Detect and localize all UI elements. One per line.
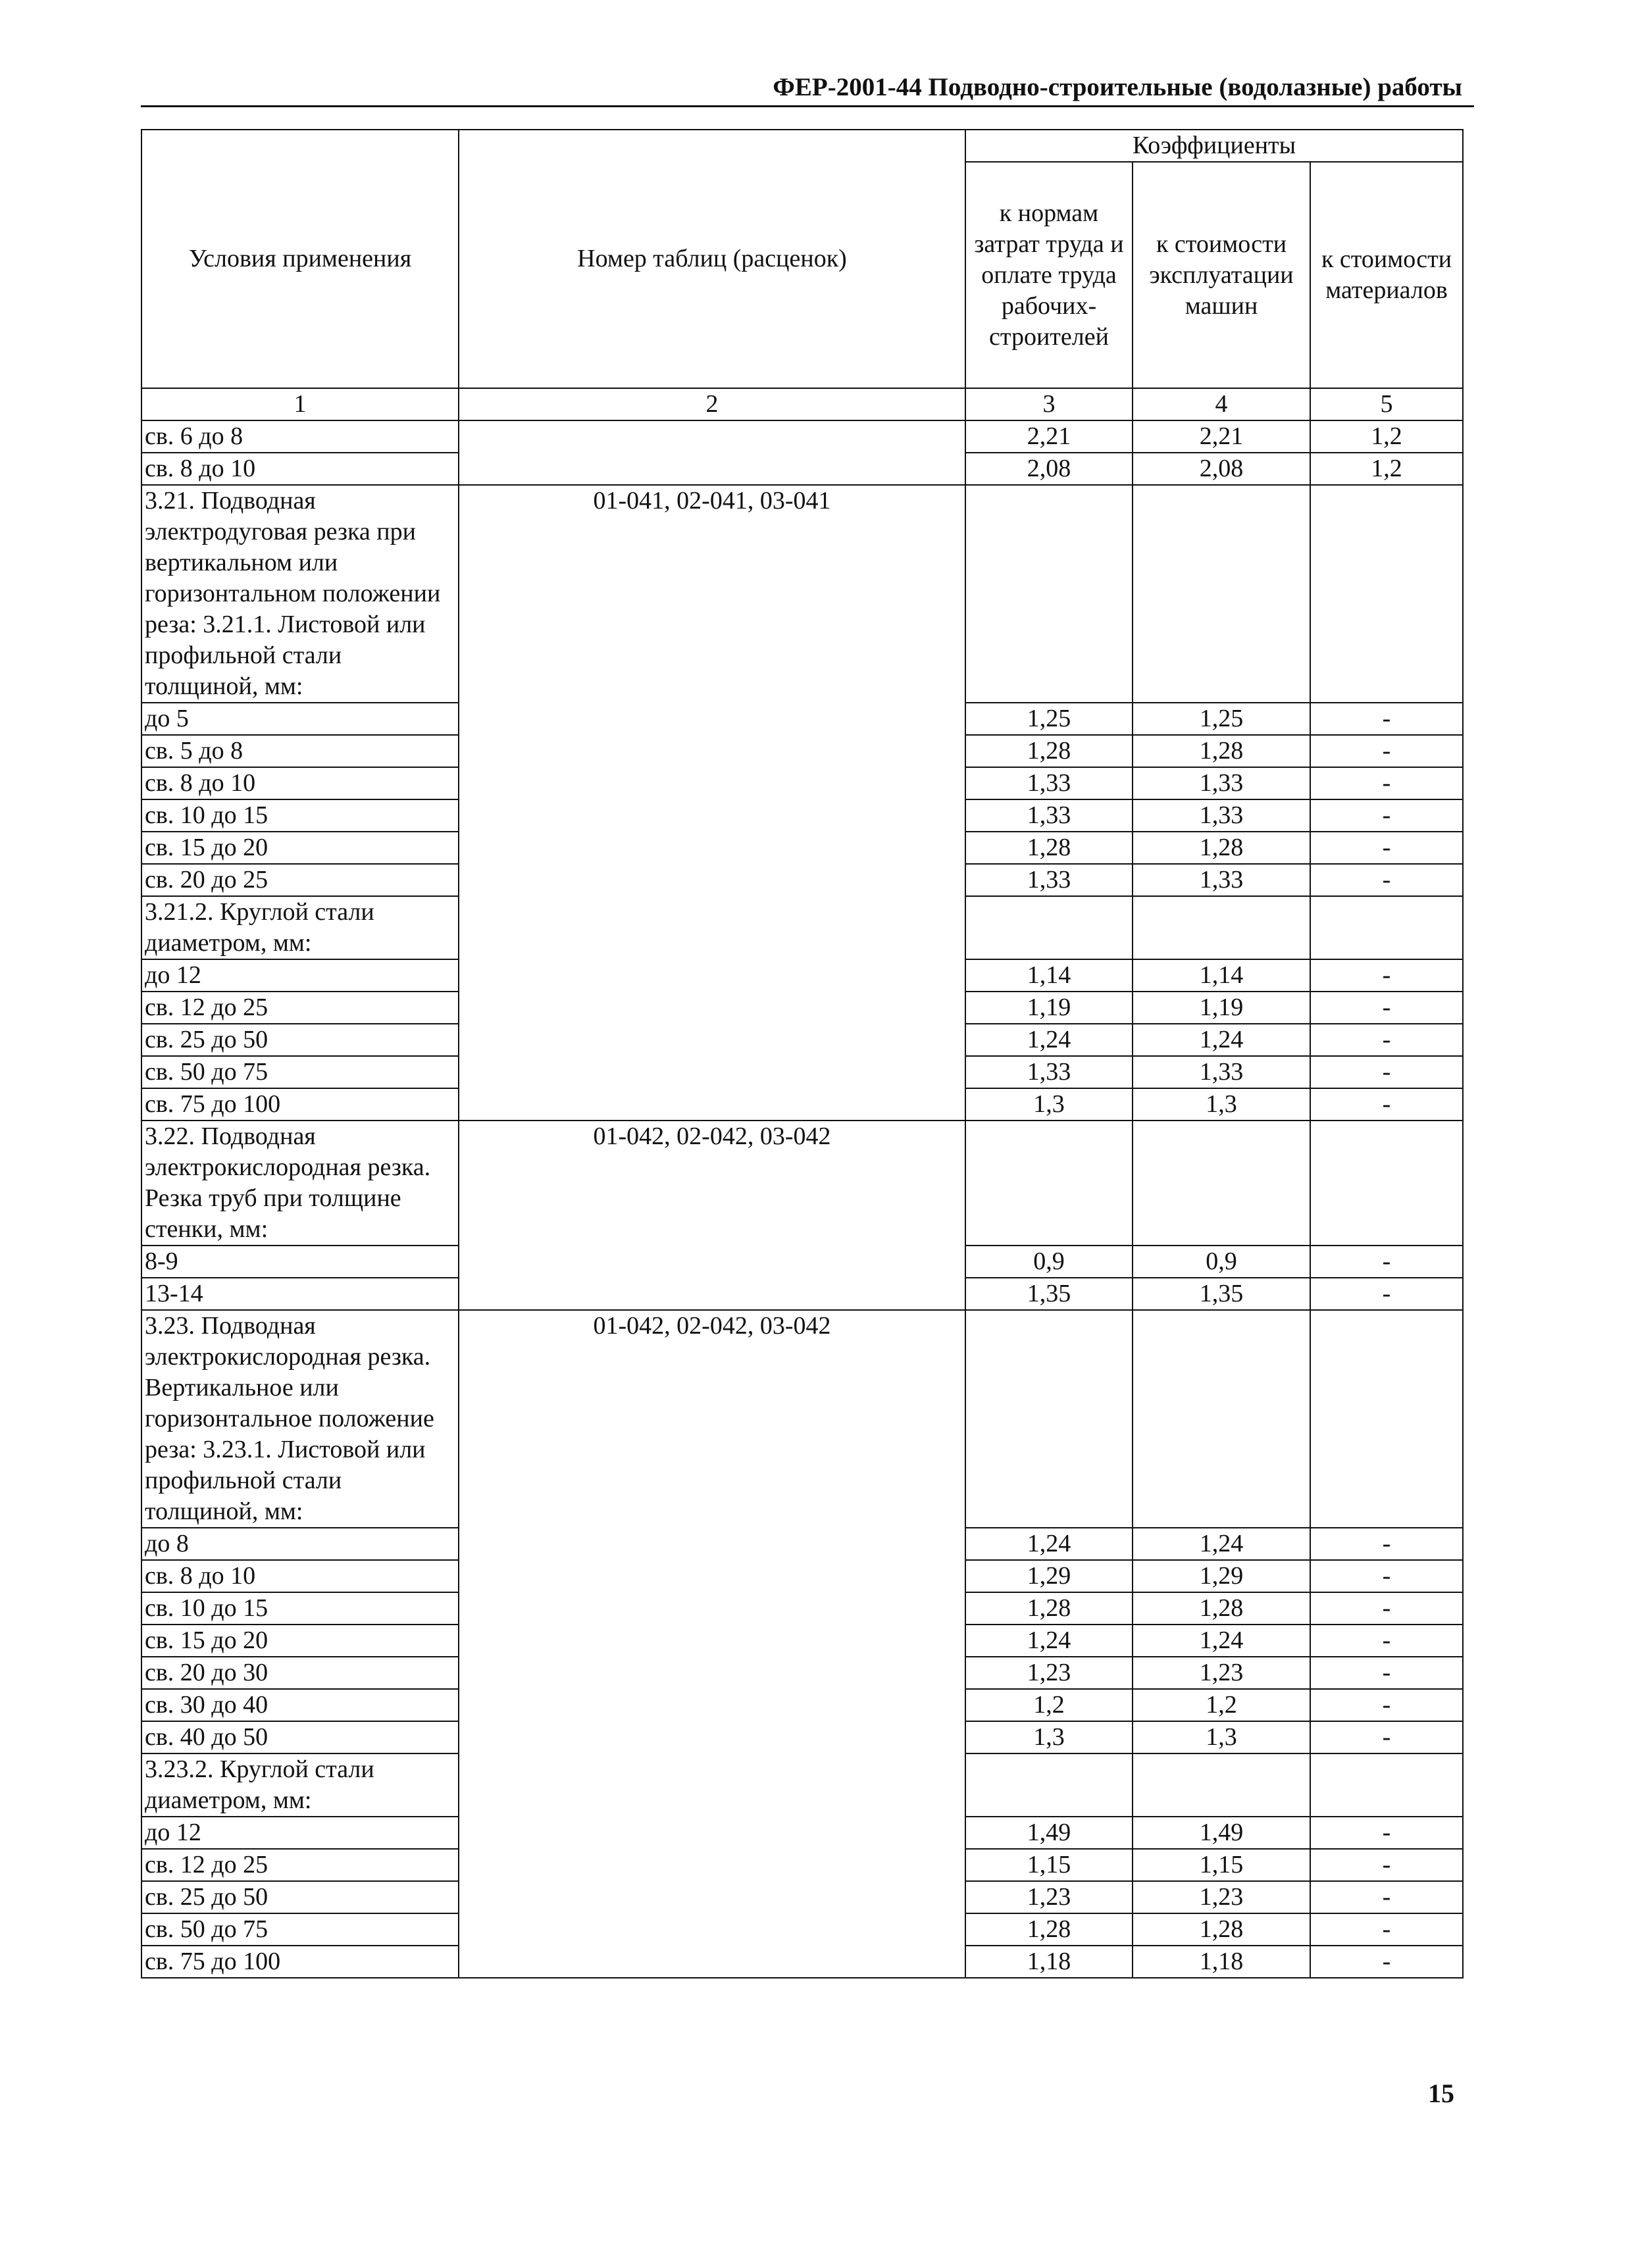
- table-row: [141, 1721, 1463, 1753]
- labor-coefficient-cell: 1,24: [965, 1024, 1133, 1056]
- condition-cell: св. 75 до 100: [141, 1088, 459, 1121]
- condition-cell: св. 40 до 50: [141, 1721, 459, 1753]
- table-reference-cell: [459, 1278, 965, 1310]
- materials-coefficient-cell: -: [1310, 1721, 1463, 1753]
- machines-coefficient-cell: 1,15: [1133, 1849, 1310, 1881]
- labor-coefficient-cell: 1,14: [965, 959, 1133, 992]
- table-row: [141, 1528, 1463, 1560]
- table-row: [141, 1946, 1463, 1978]
- condition-cell: св. 8 до 10: [141, 453, 459, 485]
- materials-coefficient-cell: 1,2: [1310, 453, 1463, 485]
- machines-coefficient-cell: 1,24: [1133, 1024, 1310, 1056]
- materials-coefficient-cell: -: [1310, 1817, 1463, 1849]
- machines-coefficient-cell: 1,18: [1133, 1946, 1310, 1978]
- page-header: [141, 71, 1474, 107]
- machines-coefficient-cell: 1,25: [1133, 703, 1310, 735]
- table-row: [141, 1088, 1463, 1121]
- table-reference-cell: 01-042, 02-042, 03-042: [459, 1310, 965, 1528]
- labor-coefficient-cell: 1,18: [965, 1946, 1133, 1978]
- machines-coefficient-cell: 1,29: [1133, 1560, 1310, 1592]
- labor-coefficient-cell: 1,28: [965, 1913, 1133, 1946]
- condition-cell: 3.21. Подводная электродуговая резка при вертикальном или горизонтальном положении реза: 3.21.1. Листовой или профильной стали толщиной, мм:: [141, 485, 459, 703]
- machines-coefficient-cell: 1,28: [1133, 735, 1310, 767]
- column-numbers-row: [141, 388, 1463, 420]
- table-reference-cell: [459, 864, 965, 896]
- table-reference-cell: [459, 1657, 965, 1689]
- condition-cell: св. 12 до 25: [141, 992, 459, 1024]
- labor-coefficient-cell: 1,3: [965, 1721, 1133, 1753]
- condition-cell: до 12: [141, 1817, 459, 1849]
- table-reference-cell: [459, 1881, 965, 1913]
- machines-coefficient-cell: 1,23: [1133, 1881, 1310, 1913]
- condition-cell: 13-14: [141, 1278, 459, 1310]
- table-row: [141, 1817, 1463, 1849]
- condition-cell: св. 12 до 25: [141, 1849, 459, 1881]
- machines-coefficient-cell: 0,9: [1133, 1246, 1310, 1278]
- condition-cell: 8-9: [141, 1246, 459, 1278]
- labor-coefficient-cell: 1,23: [965, 1657, 1133, 1689]
- condition-cell: св. 25 до 50: [141, 1881, 459, 1913]
- column-number: 3: [965, 388, 1133, 420]
- materials-coefficient-cell: -: [1310, 767, 1463, 799]
- machines-coefficient-cell: 1,23: [1133, 1657, 1310, 1689]
- table-reference-cell: [459, 959, 965, 992]
- table-reference-cell: [459, 1721, 965, 1753]
- table-row: [141, 1849, 1463, 1881]
- table-row: [141, 1689, 1463, 1721]
- machines-coefficient-cell: 1,24: [1133, 1625, 1310, 1657]
- condition-cell: до 5: [141, 703, 459, 735]
- materials-coefficient-cell: -: [1310, 1625, 1463, 1657]
- labor-coefficient-cell: [965, 896, 1133, 959]
- machines-coefficient-cell: 1,28: [1133, 832, 1310, 864]
- materials-coefficient-cell: -: [1310, 1088, 1463, 1121]
- labor-coefficient-cell: [965, 1121, 1133, 1246]
- condition-cell: 3.23. Подводная электрокислородная резка. Вертикальное или горизонтальное положение реза: 3.23.1. Листовой или профильной стали толщиной, мм:: [141, 1310, 459, 1528]
- materials-coefficient-cell: -: [1310, 1024, 1463, 1056]
- table-reference-cell: [459, 703, 965, 735]
- materials-coefficient-cell: -: [1310, 799, 1463, 832]
- labor-coefficient-cell: 1,19: [965, 992, 1133, 1024]
- machines-coefficient-cell: [1133, 896, 1310, 959]
- machines-coefficient-cell: 1,33: [1133, 864, 1310, 896]
- materials-coefficient-cell: -: [1310, 1246, 1463, 1278]
- labor-coefficient-cell: [965, 485, 1133, 703]
- table-reference-cell: [459, 799, 965, 832]
- header-coefficients-group: Коэффициенты: [965, 130, 1463, 162]
- materials-coefficient-cell: -: [1310, 1560, 1463, 1592]
- labor-coefficient-cell: 2,08: [965, 453, 1133, 485]
- labor-coefficient-cell: 1,28: [965, 832, 1133, 864]
- condition-cell: св. 15 до 20: [141, 832, 459, 864]
- table-reference-cell: [459, 896, 965, 959]
- materials-coefficient-cell: -: [1310, 703, 1463, 735]
- table-reference-cell: [459, 1246, 965, 1278]
- labor-coefficient-cell: 1,33: [965, 1056, 1133, 1088]
- machines-coefficient-cell: 1,33: [1133, 1056, 1310, 1088]
- header-conditions: Условия применения: [141, 130, 459, 388]
- document-title: ФЕР-2001-44 Подводно-строительные (водолазные) работы: [773, 73, 1462, 101]
- table-row: [141, 767, 1463, 799]
- table-row: [141, 1913, 1463, 1946]
- labor-coefficient-cell: 0,9: [965, 1246, 1133, 1278]
- condition-cell: 3.22. Подводная электрокислородная резка. Резка труб при толщине стенки, мм:: [141, 1121, 459, 1246]
- condition-cell: св. 15 до 20: [141, 1625, 459, 1657]
- labor-coefficient-cell: 1,25: [965, 703, 1133, 735]
- machines-coefficient-cell: 1,49: [1133, 1817, 1310, 1849]
- table-reference-cell: [459, 1560, 965, 1592]
- materials-coefficient-cell: -: [1310, 992, 1463, 1024]
- table-reference-cell: [459, 1056, 965, 1088]
- condition-cell: 3.23.2. Круглой стали диаметром, мм:: [141, 1753, 459, 1817]
- table-reference-cell: [459, 832, 965, 864]
- table-reference-cell: [459, 992, 965, 1024]
- table-row: [141, 1625, 1463, 1657]
- condition-cell: до 12: [141, 959, 459, 992]
- table-row: [141, 864, 1463, 896]
- machines-coefficient-cell: 1,3: [1133, 1721, 1310, 1753]
- header-materials-coefficient: к стоимости материалов: [1310, 162, 1463, 388]
- labor-coefficient-cell: 1,24: [965, 1528, 1133, 1560]
- table-row: [141, 832, 1463, 864]
- materials-coefficient-cell: -: [1310, 832, 1463, 864]
- column-number: 1: [141, 388, 459, 420]
- labor-coefficient-cell: 1,49: [965, 1817, 1133, 1849]
- condition-cell: св. 30 до 40: [141, 1689, 459, 1721]
- table-row: [141, 1310, 1463, 1528]
- materials-coefficient-cell: [1310, 896, 1463, 959]
- page-number: 15: [1428, 2079, 1454, 2108]
- header-machines-coefficient: к стоимости эксплуатации машин: [1133, 162, 1310, 388]
- machines-coefficient-cell: 1,33: [1133, 767, 1310, 799]
- condition-cell: св. 8 до 10: [141, 1560, 459, 1592]
- materials-coefficient-cell: -: [1310, 735, 1463, 767]
- table-row: [141, 1592, 1463, 1625]
- table-row: [141, 1560, 1463, 1592]
- machines-coefficient-cell: [1133, 1753, 1310, 1817]
- column-number: 2: [459, 388, 965, 420]
- condition-cell: 3.21.2. Круглой стали диаметром, мм:: [141, 896, 459, 959]
- table-reference-cell: 01-041, 02-041, 03-041: [459, 485, 965, 703]
- labor-coefficient-cell: [965, 1310, 1133, 1528]
- table-reference-cell: [459, 767, 965, 799]
- condition-cell: св. 25 до 50: [141, 1024, 459, 1056]
- condition-cell: св. 6 до 8: [141, 420, 459, 453]
- labor-coefficient-cell: 1,28: [965, 1592, 1133, 1625]
- table-reference-cell: [459, 1088, 965, 1121]
- table-reference-cell: [459, 1592, 965, 1625]
- machines-coefficient-cell: 1,33: [1133, 799, 1310, 832]
- table-reference-cell: [459, 735, 965, 767]
- labor-coefficient-cell: 1,33: [965, 864, 1133, 896]
- machines-coefficient-cell: 1,2: [1133, 1689, 1310, 1721]
- column-number: 5: [1310, 388, 1463, 420]
- condition-cell: св. 10 до 15: [141, 799, 459, 832]
- machines-coefficient-cell: [1133, 485, 1310, 703]
- table-row: [141, 1024, 1463, 1056]
- labor-coefficient-cell: 1,23: [965, 1881, 1133, 1913]
- machines-coefficient-cell: 1,28: [1133, 1592, 1310, 1625]
- materials-coefficient-cell: 1,2: [1310, 420, 1463, 453]
- table-reference-cell: [459, 1024, 965, 1056]
- labor-coefficient-cell: 1,29: [965, 1560, 1133, 1592]
- table-reference-cell: [459, 1753, 965, 1817]
- materials-coefficient-cell: -: [1310, 959, 1463, 992]
- labor-coefficient-cell: [965, 1753, 1133, 1817]
- materials-coefficient-cell: -: [1310, 1278, 1463, 1310]
- table-reference-cell: [459, 1625, 965, 1657]
- table-row: [141, 799, 1463, 832]
- header-labor-coefficient: к нормам затрат труда и оплате труда рабочих-строителей: [965, 162, 1133, 388]
- table-row: [141, 703, 1463, 735]
- table-row: [141, 959, 1463, 992]
- table-reference-cell: [459, 1817, 965, 1849]
- condition-cell: св. 20 до 30: [141, 1657, 459, 1689]
- table-reference-cell: 01-042, 02-042, 03-042: [459, 1121, 965, 1246]
- table-row: [141, 453, 1463, 485]
- coefficients-table: [141, 129, 1464, 1978]
- labor-coefficient-cell: 1,35: [965, 1278, 1133, 1310]
- condition-cell: до 8: [141, 1528, 459, 1560]
- condition-cell: св. 50 до 75: [141, 1056, 459, 1088]
- table-reference-cell: [459, 453, 965, 485]
- table-row: [141, 735, 1463, 767]
- materials-coefficient-cell: -: [1310, 1689, 1463, 1721]
- materials-coefficient-cell: -: [1310, 1946, 1463, 1978]
- materials-coefficient-cell: -: [1310, 1657, 1463, 1689]
- condition-cell: св. 20 до 25: [141, 864, 459, 896]
- table-row: [141, 420, 1463, 453]
- machines-coefficient-cell: [1133, 1310, 1310, 1528]
- materials-coefficient-cell: -: [1310, 1849, 1463, 1881]
- labor-coefficient-cell: 1,28: [965, 735, 1133, 767]
- condition-cell: св. 10 до 15: [141, 1592, 459, 1625]
- table-row: [141, 1657, 1463, 1689]
- labor-coefficient-cell: 1,15: [965, 1849, 1133, 1881]
- labor-coefficient-cell: 1,2: [965, 1689, 1133, 1721]
- condition-cell: св. 5 до 8: [141, 735, 459, 767]
- labor-coefficient-cell: 1,33: [965, 799, 1133, 832]
- table-row: [141, 1056, 1463, 1088]
- materials-coefficient-cell: [1310, 1121, 1463, 1246]
- labor-coefficient-cell: 1,24: [965, 1625, 1133, 1657]
- table-reference-cell: [459, 420, 965, 453]
- materials-coefficient-cell: -: [1310, 864, 1463, 896]
- condition-cell: св. 8 до 10: [141, 767, 459, 799]
- materials-coefficient-cell: [1310, 1753, 1463, 1817]
- machines-coefficient-cell: [1133, 1121, 1310, 1246]
- materials-coefficient-cell: -: [1310, 1528, 1463, 1560]
- table-reference-cell: [459, 1689, 965, 1721]
- table-row: [141, 992, 1463, 1024]
- table-reference-cell: [459, 1849, 965, 1881]
- machines-coefficient-cell: 2,08: [1133, 453, 1310, 485]
- machines-coefficient-cell: 1,35: [1133, 1278, 1310, 1310]
- machines-coefficient-cell: 1,24: [1133, 1528, 1310, 1560]
- materials-coefficient-cell: [1310, 1310, 1463, 1528]
- column-number: 4: [1133, 388, 1310, 420]
- labor-coefficient-cell: 1,33: [965, 767, 1133, 799]
- machines-coefficient-cell: 1,14: [1133, 959, 1310, 992]
- machines-coefficient-cell: 1,19: [1133, 992, 1310, 1024]
- machines-coefficient-cell: 2,21: [1133, 420, 1310, 453]
- table-row: [141, 1246, 1463, 1278]
- materials-coefficient-cell: [1310, 485, 1463, 703]
- materials-coefficient-cell: -: [1310, 1881, 1463, 1913]
- condition-cell: св. 50 до 75: [141, 1913, 459, 1946]
- materials-coefficient-cell: -: [1310, 1056, 1463, 1088]
- labor-coefficient-cell: 2,21: [965, 420, 1133, 453]
- table-row: [141, 896, 1463, 959]
- table-reference-cell: [459, 1913, 965, 1946]
- materials-coefficient-cell: -: [1310, 1592, 1463, 1625]
- machines-coefficient-cell: 1,28: [1133, 1913, 1310, 1946]
- table-row: [141, 1881, 1463, 1913]
- table-reference-cell: [459, 1528, 965, 1560]
- header-table-numbers: Номер таблиц (расценок): [459, 130, 965, 388]
- table-row: [141, 1753, 1463, 1817]
- condition-cell: св. 75 до 100: [141, 1946, 459, 1978]
- table-reference-cell: [459, 1946, 965, 1978]
- table-row: [141, 1278, 1463, 1310]
- machines-coefficient-cell: 1,3: [1133, 1088, 1310, 1121]
- table-row: [141, 1121, 1463, 1246]
- materials-coefficient-cell: -: [1310, 1913, 1463, 1946]
- table-row: [141, 485, 1463, 703]
- labor-coefficient-cell: 1,3: [965, 1088, 1133, 1121]
